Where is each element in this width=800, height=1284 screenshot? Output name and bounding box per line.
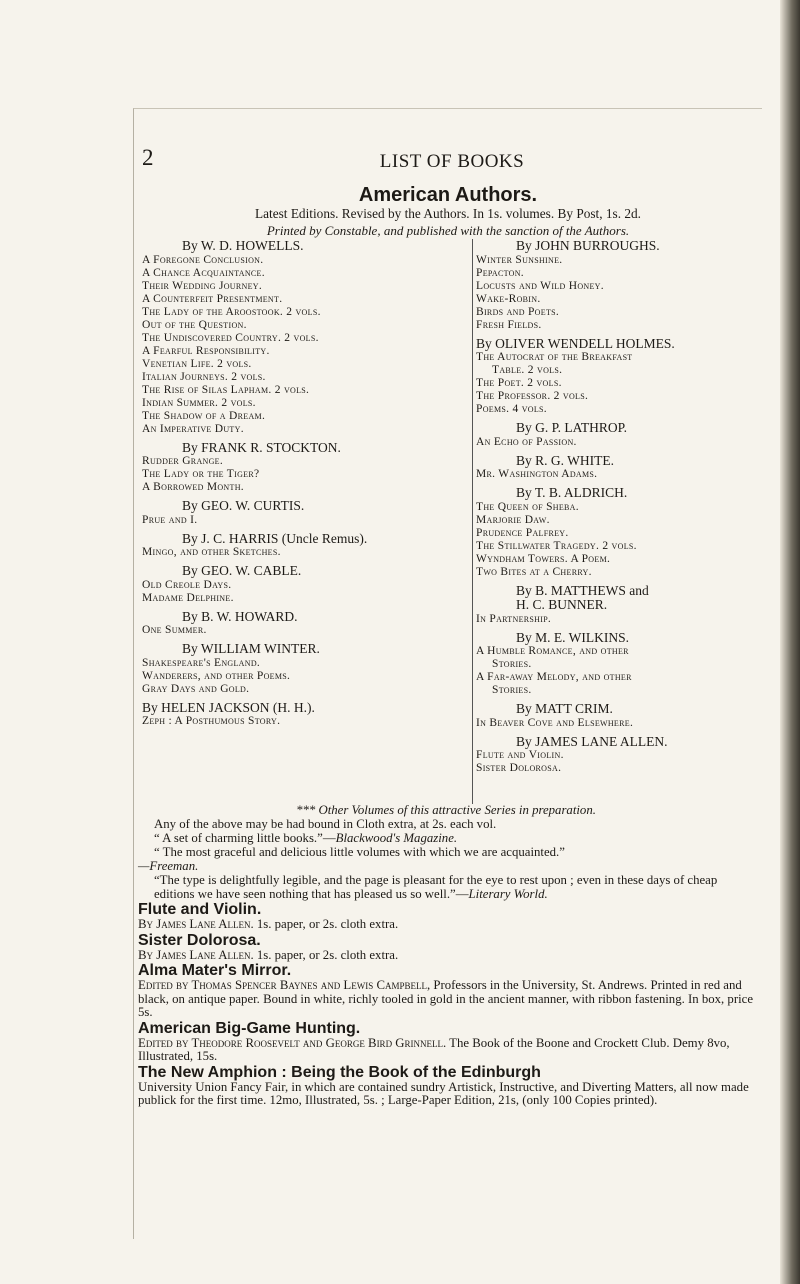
book-title: An Imperative Duty. xyxy=(142,422,244,435)
book-title: Their Wedding Journey. xyxy=(142,279,263,292)
book-title: Poems. 4 vols. xyxy=(476,403,547,415)
quote-source: Literary World. xyxy=(468,887,548,901)
book-title: Zeph : A Posthumous Story. xyxy=(142,715,281,727)
review-quote xyxy=(138,873,754,901)
book-title: Out of the Question. xyxy=(142,318,247,331)
book-details xyxy=(138,949,754,963)
notes-section xyxy=(138,803,754,1108)
book-title: Wyndham Towers. A Poem. xyxy=(476,552,611,565)
edition-note: Latest Editions. Revised by the Authors. In 1s. volumes. By Post, 1s. 2d. xyxy=(255,206,641,221)
left-column xyxy=(142,239,472,728)
other-volumes-note: *** Other Volumes of this attractive Series in preparation. xyxy=(296,803,596,817)
author-name: By GEO. W. CURTIS. xyxy=(182,498,305,513)
book-title: Prue and I. xyxy=(142,513,198,526)
review-quote xyxy=(138,845,754,859)
book-description: 1s. paper, or 2s. cloth extra. xyxy=(253,947,399,962)
book-title: A Borrowed Month. xyxy=(142,481,244,493)
book-columns xyxy=(142,239,758,804)
book-title: Old Creole Days. xyxy=(142,578,232,591)
author-name: By W. D. HOWELLS. xyxy=(182,238,304,253)
book-title: Winter Sunshine. xyxy=(476,253,563,266)
author-name: By M. E. WILKINS. xyxy=(516,629,629,645)
book-title: The Queen of Sheba. xyxy=(476,500,579,513)
book-title: Marjorie Daw. xyxy=(476,513,550,526)
book-title: In Beaver Cove and Elsewhere. xyxy=(476,716,634,729)
book-title: A Counterfeit Presentment. xyxy=(142,292,283,305)
book-title: The Undiscovered Country. 2 vols. xyxy=(142,331,319,344)
book-title: Flute and Violin. xyxy=(476,749,564,761)
book-title: Wanderers, and other Poems. xyxy=(142,669,291,682)
book-title: The Shadow of a Dream. xyxy=(142,409,266,422)
author-name: H. C. BUNNER. xyxy=(516,597,608,612)
author-name: By R. G. WHITE. xyxy=(516,452,614,468)
page-header xyxy=(142,145,762,175)
book-title: Birds and Poets. xyxy=(476,305,560,318)
book-advertisements xyxy=(138,902,754,1108)
book-title: A Chance Acquaintance. xyxy=(142,266,265,279)
author-name: By J. C. HARRIS (Uncle Remus). xyxy=(182,530,368,546)
book-heading: Sister Dolorosa. xyxy=(138,931,261,949)
author-name: By T. B. ALDRICH. xyxy=(516,485,628,500)
page-number: 2 xyxy=(142,145,154,170)
author-name: By GEO. W. CABLE. xyxy=(182,563,302,578)
author-name: By MATT CRIM. xyxy=(516,701,613,716)
review-quote xyxy=(138,831,754,845)
book-details xyxy=(138,979,754,1020)
book-heading: Alma Mater's Mirror. xyxy=(138,962,292,979)
book-title: Two Bites at a Cherry. xyxy=(476,565,592,578)
book-title: Mr. Washington Adams. xyxy=(476,468,598,480)
author-name: By B. W. HOWARD. xyxy=(182,608,298,624)
book-description: The Book of the Boone and Crockett Club. Demy 8vo, Illustrated, 15s. xyxy=(138,1035,730,1063)
author-name: By JAMES LANE ALLEN. xyxy=(516,733,668,749)
book-title: The Stillwater Tragedy. 2 vols. xyxy=(476,539,637,552)
book-title: Italian Journeys. 2 vols. xyxy=(142,370,266,383)
book-title: The Lady of the Aroostook. 2 vols. xyxy=(142,305,321,318)
book-title: Mingo, and other Sketches. xyxy=(142,546,281,558)
book-title: Wake-Robin. xyxy=(476,292,541,305)
author-name: By WILLIAM WINTER. xyxy=(182,641,320,656)
book-details xyxy=(138,1081,754,1108)
book-description: University Union Fancy Fair, in which are contained sundry Artistick, Instructive, and Diverting Matters, all now made publick for the first time. 12mo, Illustrated, 5s. ; Large-Paper Edition, 21s, (only 100 Copies printed). xyxy=(138,1079,749,1107)
book-title: The Autocrat of the Breakfast xyxy=(476,351,633,363)
book-title: Sister Dolorosa. xyxy=(476,762,562,774)
book-title: Shakespeare's England. xyxy=(142,656,261,669)
book-title: Venetian Life. 2 vols. xyxy=(142,357,252,370)
book-title: A Far-away Melody, and other xyxy=(476,671,632,683)
section-heading: American Authors. xyxy=(358,184,538,206)
book-editor: Edited by Thomas Spencer Baynes and Lewis Campbell, xyxy=(138,978,431,992)
author-name: By JOHN BURROUGHS. xyxy=(516,238,660,253)
book-title: Indian Summer. 2 vols. xyxy=(142,396,256,409)
book-title: The Poet. 2 vols. xyxy=(476,377,562,389)
author-name: By G. P. LATHROP. xyxy=(516,420,628,435)
book-title: Gray Days and Gold. xyxy=(142,682,250,695)
book-title: The Rise of Silas Lapham. 2 vols. xyxy=(142,383,310,396)
quote-text: “ A set of charming little books.”— xyxy=(154,831,336,845)
book-editor: By James Lane Allen. xyxy=(138,917,254,931)
book-heading: American Big-Game Hunting. xyxy=(138,1019,361,1037)
book-title: A Foregone Conclusion. xyxy=(142,253,264,266)
book-title: A Fearful Responsibility. xyxy=(142,344,270,357)
quote-source: Blackwood's Magazine. xyxy=(335,831,458,845)
author-name: By FRANK R. STOCKTON. xyxy=(182,439,341,455)
book-description: Professors in the University, St. Andrews. Printed in red and black, on antique paper. Bound in white, richly tooled in gold in the ancient manner, with ribbon fastening. In box, price 5s. xyxy=(138,978,754,1019)
book-title: Rudder Grange. xyxy=(142,455,224,467)
book-title: A Humble Romance, and other xyxy=(476,645,629,657)
printer-note: Printed by Constable, and published with the sanction of the Authors. xyxy=(266,223,630,238)
book-title: The Professor. 2 vols. xyxy=(476,390,589,402)
book-title: Pepacton. xyxy=(476,266,524,279)
author-name: By B. MATTHEWS and xyxy=(516,582,649,598)
quote-source: —Freeman. xyxy=(138,859,199,873)
right-column xyxy=(472,239,764,804)
book-title: Locusts and Wild Honey. xyxy=(476,279,604,292)
book-title: Stories. xyxy=(492,684,532,696)
book-title: One Summer. xyxy=(142,624,207,636)
book-editor: Edited by Theodore Roosevelt and George Bird Grinnell. xyxy=(138,1035,447,1050)
book-title: An Echo of Passion. xyxy=(476,435,577,448)
running-head: LIST OF BOOKS xyxy=(379,151,525,172)
book-title: Table. 2 vols. xyxy=(492,364,563,376)
quote-text: “ The most graceful and delicious little volumes with which we are acquainted.” xyxy=(154,845,565,859)
book-title: Prudence Palfrey. xyxy=(476,526,569,539)
book-heading: Flute and Violin. xyxy=(138,901,262,918)
quote-text: “The type is delightfully legible, and the page is pleasant for the eye to rest upon ; even in these days of cheap editions we have seen nothing that has pleased us so well.”— xyxy=(154,873,718,901)
book-edge xyxy=(780,0,800,1284)
book-title: Fresh Fields. xyxy=(476,318,542,331)
book-editor: By James Lane Allen. xyxy=(138,947,254,962)
binding-note: Any of the above may be had bound in Cloth extra, at 2s. each vol. xyxy=(154,817,497,831)
book-title: The Lady or the Tiger? xyxy=(142,468,260,480)
book-title: Madame Delphine. xyxy=(142,591,234,604)
book-title: Stories. xyxy=(492,658,532,670)
book-heading: The New Amphion : Being the Book of the Edinburgh xyxy=(138,1063,541,1081)
book-details xyxy=(138,918,754,932)
author-name: By HELEN JACKSON (H. H.). xyxy=(142,699,315,715)
book-title: In Partnership. xyxy=(476,612,552,625)
book-details xyxy=(138,1037,754,1064)
book-description: 1s. paper, or 2s. cloth extra. xyxy=(253,917,399,931)
author-name: By OLIVER WENDELL HOLMES. xyxy=(476,335,675,351)
